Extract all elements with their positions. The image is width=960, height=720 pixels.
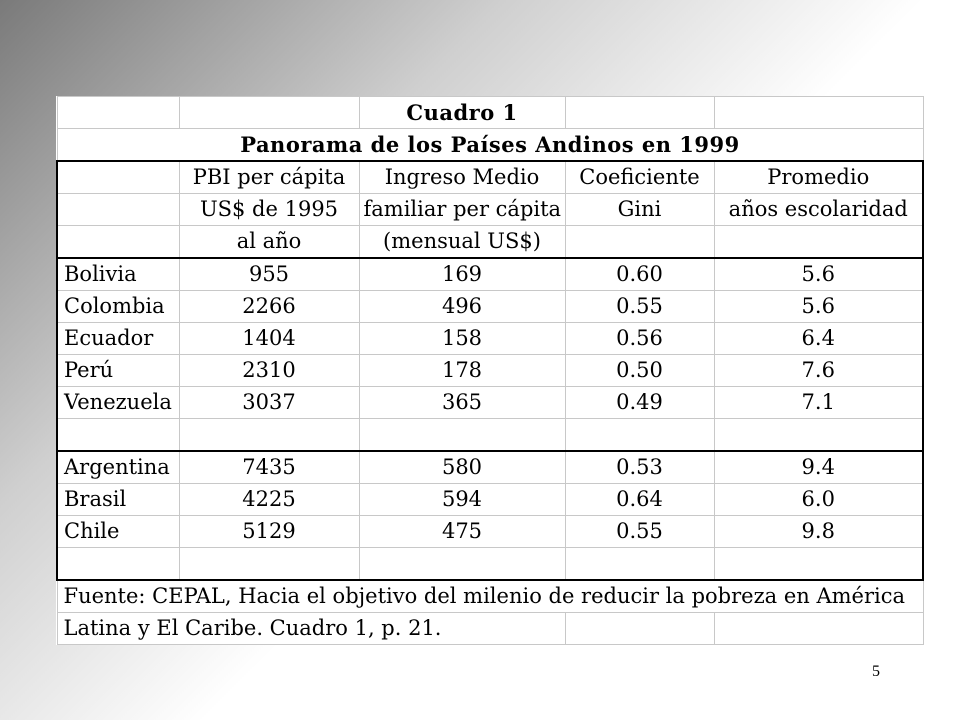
header-pbi-unit: al año bbox=[179, 226, 359, 259]
ingreso-cell: 580 bbox=[359, 451, 565, 484]
table-row bbox=[57, 516, 923, 548]
table-title: Panorama de los Países Andinos en 1999 bbox=[57, 129, 923, 162]
pbi-cell: 7435 bbox=[179, 451, 359, 484]
header-gini: Coeficiente bbox=[565, 161, 714, 194]
country-cell: Chile bbox=[57, 516, 179, 548]
ingreso-cell: 496 bbox=[359, 291, 565, 323]
escolaridad-cell: 5.6 bbox=[714, 258, 923, 291]
table-row bbox=[57, 291, 923, 323]
gini-cell: 0.49 bbox=[565, 387, 714, 419]
data-table bbox=[56, 96, 924, 645]
ingreso-cell: 178 bbox=[359, 355, 565, 387]
header-escolaridad: Promedio bbox=[714, 161, 923, 194]
escolaridad-cell: 6.4 bbox=[714, 323, 923, 355]
pbi-cell: 955 bbox=[179, 258, 359, 291]
escolaridad-cell: 7.6 bbox=[714, 355, 923, 387]
gini-cell: 0.53 bbox=[565, 451, 714, 484]
ingreso-cell: 475 bbox=[359, 516, 565, 548]
header-ingreso: Ingreso Medio bbox=[359, 161, 565, 194]
pbi-cell: 3037 bbox=[179, 387, 359, 419]
escolaridad-cell: 5.6 bbox=[714, 291, 923, 323]
source-note: Fuente: CEPAL, Hacia el objetivo del milenio de reducir la pobreza en América bbox=[57, 580, 923, 613]
header-pbi-sub: US$ de 1995 bbox=[179, 194, 359, 226]
pbi-cell: 5129 bbox=[179, 516, 359, 548]
table-caption: Cuadro 1 bbox=[359, 97, 565, 129]
escolaridad-cell: 7.1 bbox=[714, 387, 923, 419]
table-row bbox=[57, 387, 923, 419]
caption-row bbox=[57, 97, 923, 129]
gini-cell: 0.50 bbox=[565, 355, 714, 387]
pbi-cell: 2310 bbox=[179, 355, 359, 387]
gini-cell: 0.55 bbox=[565, 291, 714, 323]
source-row-2 bbox=[57, 613, 923, 645]
country-cell: Perú bbox=[57, 355, 179, 387]
country-cell: Colombia bbox=[57, 291, 179, 323]
table-row bbox=[57, 355, 923, 387]
ingreso-cell: 365 bbox=[359, 387, 565, 419]
gini-cell: 0.64 bbox=[565, 484, 714, 516]
ingreso-cell: 158 bbox=[359, 323, 565, 355]
header-row-1 bbox=[57, 161, 923, 194]
country-cell: Brasil bbox=[57, 484, 179, 516]
gini-cell: 0.55 bbox=[565, 516, 714, 548]
source-row-1 bbox=[57, 580, 923, 613]
header-ingreso-unit: (mensual US$) bbox=[359, 226, 565, 259]
ingreso-cell: 169 bbox=[359, 258, 565, 291]
page-number: 5 bbox=[872, 663, 880, 680]
header-escolaridad-sub: años escolaridad bbox=[714, 194, 923, 226]
pbi-cell: 4225 bbox=[179, 484, 359, 516]
table-row bbox=[57, 323, 923, 355]
ingreso-cell: 594 bbox=[359, 484, 565, 516]
escolaridad-cell: 9.8 bbox=[714, 516, 923, 548]
header-pbi: PBI per cápita bbox=[179, 161, 359, 194]
spacer-row bbox=[57, 548, 923, 581]
gini-cell: 0.60 bbox=[565, 258, 714, 291]
country-cell: Venezuela bbox=[57, 387, 179, 419]
source-note-cont: Latina y El Caribe. Cuadro 1, p. 21. bbox=[57, 613, 565, 645]
title-row bbox=[57, 129, 923, 162]
header-row-2 bbox=[57, 194, 923, 226]
escolaridad-cell: 9.4 bbox=[714, 451, 923, 484]
header-row-3 bbox=[57, 226, 923, 259]
spacer-row bbox=[57, 419, 923, 452]
gini-cell: 0.56 bbox=[565, 323, 714, 355]
escolaridad-cell: 6.0 bbox=[714, 484, 923, 516]
table-row bbox=[57, 258, 923, 291]
pbi-cell: 1404 bbox=[179, 323, 359, 355]
pbi-cell: 2266 bbox=[179, 291, 359, 323]
table-row bbox=[57, 484, 923, 516]
table-row bbox=[57, 451, 923, 484]
header-gini-sub: Gini bbox=[565, 194, 714, 226]
country-cell: Bolivia bbox=[57, 258, 179, 291]
country-cell: Ecuador bbox=[57, 323, 179, 355]
header-ingreso-sub: familiar per cápita bbox=[359, 194, 565, 226]
country-cell: Argentina bbox=[57, 451, 179, 484]
